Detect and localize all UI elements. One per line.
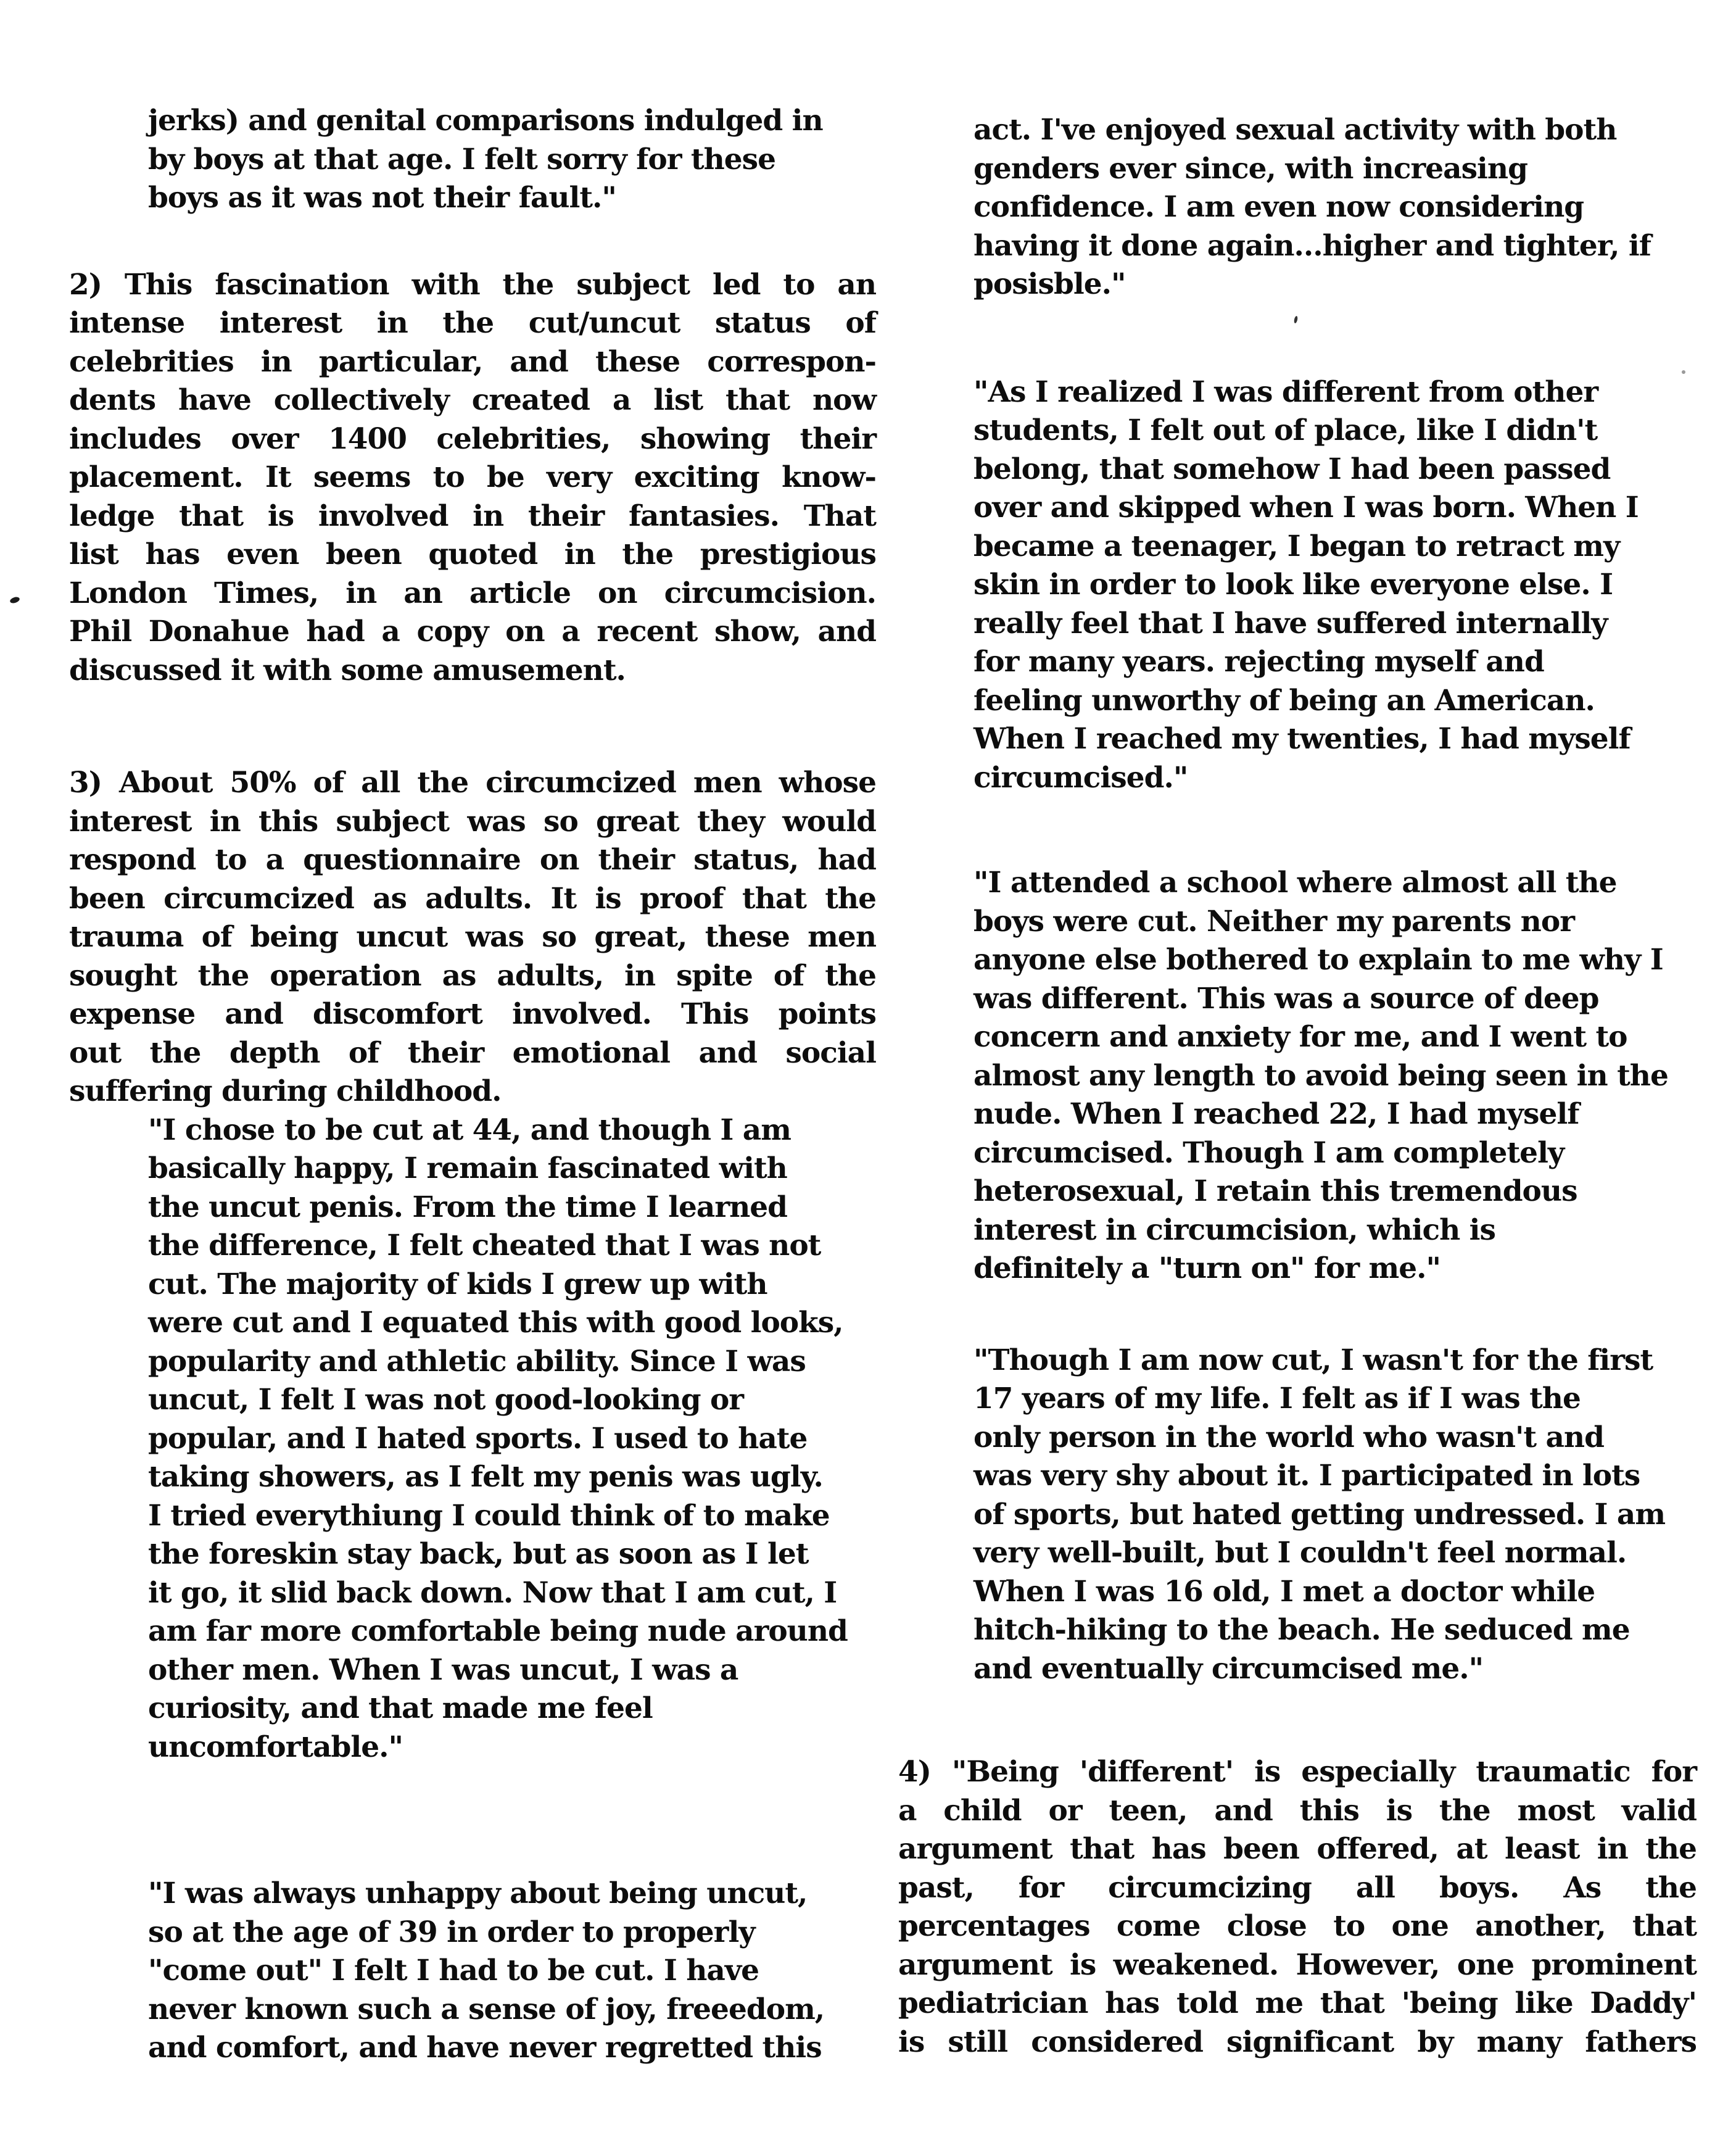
quote-block-different-from-other-students: [973, 373, 1697, 798]
text-line: it go, it slid back down. Now that I am cut, I: [148, 1575, 837, 1610]
text-line: When I reached my twenties, I had myself: [973, 722, 1631, 756]
quote-block-cut-at-44: [148, 1111, 876, 1767]
text-line: popularity and athletic ability. Since I was: [148, 1344, 806, 1378]
text-line: of sports, but hated getting undressed. I am: [973, 1497, 1666, 1532]
text-line: never known such a sense of joy, freeedom,: [148, 1992, 825, 2026]
text-line: became a teenager, I began to retract my: [973, 529, 1620, 563]
text-line: nude. When I reached 22, I had myself: [973, 1097, 1579, 1131]
text-line: discussed it with some amusement.: [69, 653, 626, 687]
text-line: other men. When I was uncut, I was a: [148, 1652, 738, 1687]
text-line: for many years. rejecting myself and: [973, 645, 1544, 679]
text-line: skin in order to look like everyone else. I: [973, 568, 1613, 602]
text-line: sought the operation as adults, in spite of the: [69, 958, 876, 993]
text-line: almost any length to avoid being seen in the: [973, 1058, 1668, 1093]
text-line: argument that has been offered, at least in the: [898, 1832, 1697, 1866]
text-line: out the depth of their emotional and social: [69, 1035, 876, 1070]
text-line: concern and anxiety for me, and I went to: [973, 1020, 1627, 1054]
scan-artifact-dot: [1682, 370, 1685, 374]
text-line: curiosity, and that made me feel: [148, 1691, 653, 1725]
text-line: taking showers, as I felt my penis was ugly.: [148, 1460, 823, 1494]
text-line: intense interest in the cut/uncut status of: [69, 306, 876, 340]
quote-block-not-for-first-17-years: [973, 1341, 1697, 1689]
text-line: the foreskin stay back, but as soon as I let: [148, 1537, 809, 1571]
text-line: over and skipped when I was born. When I: [973, 491, 1639, 524]
text-line: been circumcized as adults. It is proof that the: [69, 881, 876, 916]
text-line: very well-built, but I couldn't feel normal.: [973, 1536, 1627, 1570]
text-line: circumcised.": [973, 760, 1188, 795]
text-line: pediatrician has told me that 'being like Daddy': [898, 1986, 1697, 2020]
text-line: percentages come close to one another, that: [898, 1909, 1697, 1943]
quote-block-attended-a-school: [973, 864, 1697, 1288]
text-line: 17 years of my life. I felt as if I was the: [973, 1382, 1581, 1416]
text-line: is still considered significant by many fathers: [898, 2025, 1697, 2059]
text-line: "I was always unhappy about being uncut,: [148, 1876, 808, 1910]
text-line: placement. It seems to be very exciting know-: [69, 460, 876, 494]
text-line: interest in circumcision, which is: [973, 1213, 1495, 1247]
text-line: the uncut penis. From the time I learned: [148, 1190, 788, 1224]
right-text-column: [898, 111, 1697, 2062]
text-line: respond to a questionnaire on their status, had: [69, 843, 876, 877]
text-line: by boys at that age. I felt sorry for these: [148, 142, 776, 176]
text-line: past, for circumcizing all boys. As the: [898, 1870, 1697, 1905]
text-line: and comfort, and have never regretted this: [148, 2031, 822, 2065]
text-line: really feel that I have suffered internally: [973, 606, 1608, 640]
text-line: "I chose to be cut at 44, and though I am: [148, 1113, 791, 1147]
text-line: were cut and I equated this with good looks,: [148, 1306, 843, 1340]
text-line: 2) This fascination with the subject led to an: [69, 267, 876, 302]
text-line: uncomfortable.": [148, 1730, 403, 1764]
text-line: anyone else bothered to explain to me why I: [973, 943, 1663, 977]
paragraph-3-about-50-percent: [69, 764, 876, 1111]
text-line: cut. The majority of kids I grew up with: [148, 1267, 767, 1301]
text-line: so at the age of 39 in order to properly: [148, 1915, 755, 1949]
scan-artifact-dot: [9, 596, 20, 605]
text-line: London Times, in an article on circumcision.: [69, 576, 876, 610]
text-line: belong, that somehow I had been passed: [973, 452, 1611, 486]
text-line: expense and discomfort involved. This points: [69, 997, 876, 1031]
text-line: "Though I am now cut, I wasn't for the first: [973, 1343, 1653, 1377]
text-line: uncut, I felt I was not good-looking or: [148, 1383, 744, 1417]
text-line: 3) About 50% of all the circumcized men whose: [69, 766, 876, 800]
text-line: only person in the world who wasn't and: [973, 1420, 1604, 1454]
text-line: posisble.": [973, 267, 1126, 301]
text-line: ledge that is involved in their fantasies. That: [69, 499, 876, 533]
text-line: I tried everythiung I could think of to make: [148, 1498, 830, 1533]
text-line: heterosexual, I retain this tremendous: [973, 1174, 1577, 1208]
paragraph-2-fascination-with-subject: [69, 266, 876, 690]
text-line: hitch-hiking to the beach. He seduced me: [973, 1613, 1630, 1647]
text-line: interest in this subject was so great they would: [69, 804, 876, 839]
left-text-column: [69, 102, 876, 2068]
text-line: circumcised. Though I am completely: [973, 1135, 1564, 1170]
text-line: was different. This was a source of deep: [973, 981, 1599, 1016]
text-line: basically happy, I remain fascinated with: [148, 1151, 787, 1185]
paragraph-4-being-different: [898, 1753, 1697, 2062]
text-line: suffering during childhood.: [69, 1074, 502, 1108]
text-line: 4) "Being 'different' is especially traumatic for: [898, 1755, 1697, 1789]
text-line: students, I felt out of place, like I didn't: [973, 413, 1598, 447]
text-line: the difference, I felt cheated that I was not: [148, 1229, 821, 1262]
text-line: was very shy about it. I participated in lots: [973, 1459, 1640, 1493]
text-line: includes over 1400 celebrities, showing their: [69, 421, 876, 456]
text-line: argument is weakened. However, one prominent: [898, 1947, 1697, 1982]
text-line: genders ever since, with increasing: [973, 151, 1527, 186]
text-line: boys as it was not their fault.": [148, 181, 616, 215]
text-line: trauma of being uncut was so great, these men: [69, 920, 876, 954]
text-line: definitely a "turn on" for me.": [973, 1251, 1441, 1285]
text-line: When I was 16 old, I met a doctor while: [973, 1574, 1595, 1609]
quote-block-unhappy-about-being-uncut: [148, 1875, 876, 2068]
text-line: and eventually circumcised me.": [973, 1651, 1484, 1686]
text-line: "come out" I felt I had to be cut. I have: [148, 1954, 759, 1988]
quote-block-continued-from-previous-page: [148, 102, 876, 218]
quote-block-enjoyed-ever-since: [973, 111, 1697, 304]
text-line: a child or teen, and this is the most valid: [898, 1793, 1697, 1828]
text-line: Phil Donahue had a copy on a recent show, and: [69, 615, 876, 649]
text-line: celebrities in particular, and these correspon-: [69, 344, 876, 379]
text-line: dents have collectively created a list that now: [69, 383, 876, 417]
text-line: am far more comfortable being nude around: [148, 1614, 848, 1648]
text-line: list has even been quoted in the prestigious: [69, 537, 876, 571]
text-line: confidence. I am even now considering: [973, 190, 1584, 224]
text-line: popular, and I hated sports. I used to hate: [148, 1421, 808, 1456]
text-line: "I attended a school where almost all the: [973, 866, 1617, 900]
text-line: "As I realized I was different from other: [973, 375, 1598, 409]
text-line: act. I've enjoyed sexual activity with both: [973, 113, 1617, 147]
text-line: having it done again...higher and tighter, if: [973, 228, 1651, 263]
text-line: boys were cut. Neither my parents nor: [973, 904, 1574, 939]
text-line: jerks) and genital comparisons indulged in: [148, 104, 823, 138]
text-line: feeling unworthy of being an American.: [973, 683, 1595, 718]
